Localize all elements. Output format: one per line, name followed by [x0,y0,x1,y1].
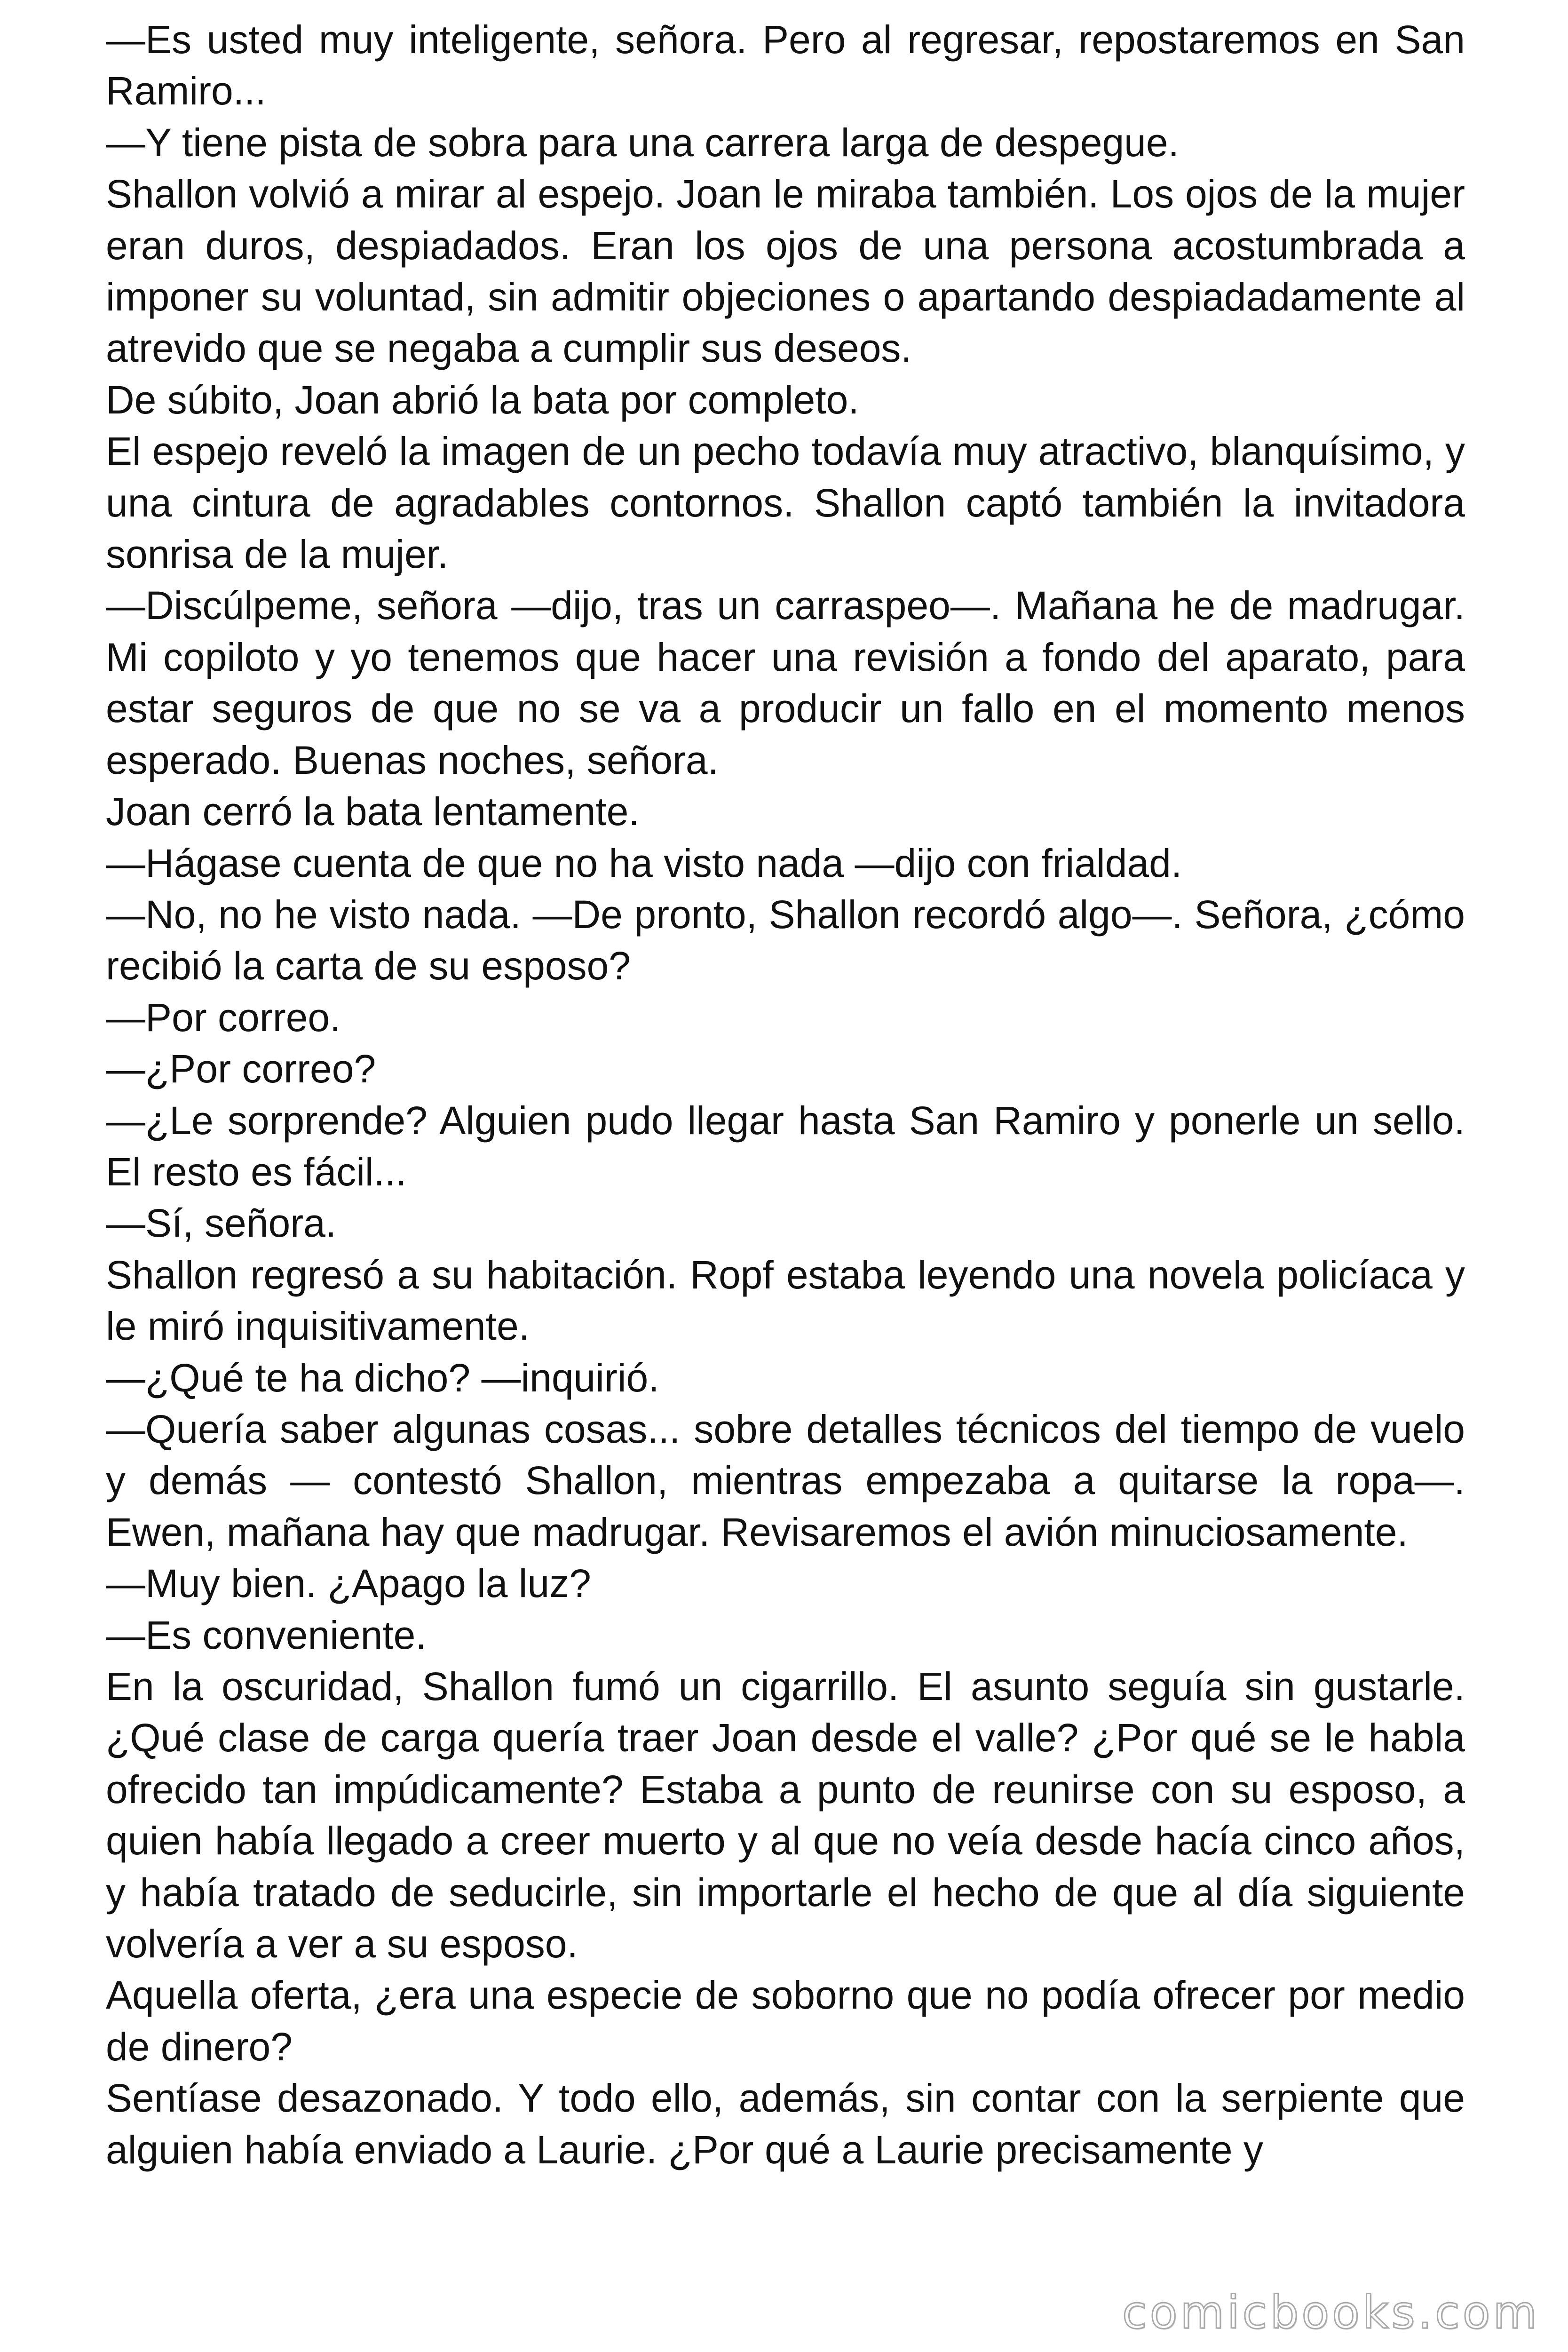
paragraph: —Muy bien. ¿Apago la luz? [106,1561,591,1606]
paragraph: En la oscuridad, Shallon fumó un cigarrillo. El asunto seguía sin gustarle. ¿Qué clase de carga quería traer Joan desde el valle? ¿Por qué se le habla ofrecido tan impúdicamente? Estaba a punto de reunirse con su esposo, a quien había llegado a creer muerto y al que no veía desde hacía cinco años, y había tratado de seducirle, sin importarle el hecho de que al día siguiente volvería a ver a su esposo. [106,1664,1465,1966]
paragraph: —Es usted muy inteligente, señora. Pero al regresar, repostaremos en San Ramiro... [106,17,1465,113]
paragraph: —¿Le sorprende? Alguien pudo llegar hasta San Ramiro y ponerle un sello. El resto es fácil... [106,1098,1465,1194]
paragraph: —Y tiene pista de sobra para una carrera larga de despegue. [106,120,1179,165]
paragraph: —¿Por correo? [106,1047,376,1091]
paragraph: Shallon volvió a mirar al espejo. Joan le miraba también. Los ojos de la mujer eran duros, despiadados. Eran los ojos de una persona acostumbrada a imponer su voluntad, sin admitir objeciones o apartando despiadadamente al atrevido que se negaba a cumplir sus deseos. [106,172,1465,371]
paragraph: —Es conveniente. [106,1613,427,1657]
paragraph: —Discúlpeme, señora —dijo, tras un carraspeo—. Mañana he de madrugar. Mi copiloto y yo tenemos que hacer una revisión a fondo del aparato, para estar seguros de que no se va a producir un fallo en el momento menos esperado. Buenas noches, señora. [106,583,1465,782]
paragraph: Sentíase desazonado. Y todo ello, además, sin contar con la serpiente que alguien había enviado a Laurie. ¿Por qué a Laurie precisamente y [106,2076,1465,2172]
body-text [106,14,1465,2176]
paragraph: De súbito, Joan abrió la bata por completo. [106,377,859,422]
paragraph: El espejo reveló la imagen de un pecho todavía muy atractivo, blanquísimo, y una cintura de agradables contornos. Shallon captó también la invitadora sonrisa de la mujer. [106,429,1465,577]
paragraph: Aquella oferta, ¿era una especie de soborno que no podía ofrecer por medio de dinero? [106,1973,1465,2069]
paragraph: —Por correo. [106,995,341,1040]
paragraph: —Sí, señora. [106,1201,337,1246]
paragraph: Shallon regresó a su habitación. Ropf estaba leyendo una novela policíaca y le miró inquisitivamente. [106,1252,1465,1349]
paragraph: —Quería saber algunas cosas... sobre detalles técnicos del tiempo de vuelo y demás — contestó Shallon, mientras empezaba a quitarse la ropa—. Ewen, mañana hay que madrugar. Revisaremos el avión minuciosamente. [106,1406,1465,1554]
paragraph: Joan cerró la bata lentamente. [106,789,640,834]
watermark: comicbooks.com [1122,2286,1540,2339]
paragraph: —¿Qué te ha dicho? —inquirió. [106,1355,659,1400]
paragraph: —No, no he visto nada. —De pronto, Shallon recordó algo—. Señora, ¿cómo recibió la carta de su esposo? [106,892,1465,988]
paragraph: —Hágase cuenta de que no ha visto nada —dijo con frialdad. [106,841,1182,885]
